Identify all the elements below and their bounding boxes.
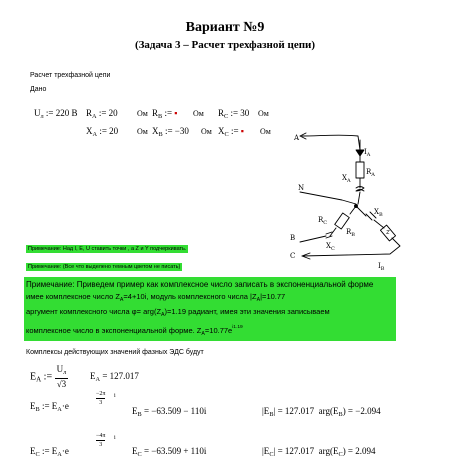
rc-param bbox=[218, 108, 249, 120]
ec-arg-sub: C bbox=[338, 451, 343, 458]
note-2: Примечание: (Все что выделено темным цветом не писать) bbox=[28, 264, 181, 270]
ec-exponent bbox=[96, 432, 105, 449]
note-line-4a: комплексное число в экспоненциальной форме. Z bbox=[26, 325, 202, 335]
ec-arg-b: ) = 2.094 bbox=[342, 446, 376, 456]
ec-exp-i: i bbox=[114, 435, 116, 441]
xc-sub: C bbox=[224, 131, 229, 138]
note-line-2c: |=10.77 bbox=[260, 291, 286, 301]
note-line-3-phi: φ bbox=[131, 307, 137, 316]
params-row-1 bbox=[34, 108, 78, 120]
xa-symbol: X bbox=[86, 126, 93, 136]
section-heading: Расчет трехфазной цепи bbox=[30, 72, 111, 79]
ec-mod-b: | = 127.017 bbox=[273, 446, 315, 456]
u-value: := 220 В bbox=[45, 108, 78, 118]
note-line-4 bbox=[26, 322, 394, 341]
given-label: Дано bbox=[30, 86, 47, 93]
rb-placeholder[interactable]: ▪ bbox=[174, 108, 178, 118]
ra-resistor bbox=[356, 162, 364, 178]
phase-c-line bbox=[300, 236, 326, 242]
ia-arrow bbox=[356, 150, 364, 156]
xc-unit: Ом bbox=[260, 127, 271, 136]
ec-exp-den: 3 bbox=[99, 442, 103, 448]
note-line-3 bbox=[26, 306, 394, 322]
note-line-2 bbox=[26, 291, 394, 307]
formula-ea bbox=[30, 364, 68, 390]
note-line-1: Примечание: Приведем пример как комплексное число записать в экспоненциальной форме bbox=[26, 280, 374, 289]
ec-res-val: = −63.509 + 110i bbox=[143, 446, 207, 456]
eb-res-sub: B bbox=[137, 411, 142, 418]
xb-unit: Ом bbox=[201, 127, 212, 136]
eb-exp-den: 3 bbox=[99, 400, 103, 406]
ec-lhs-sub: C bbox=[35, 451, 40, 458]
complex-example-note bbox=[24, 277, 396, 341]
note-line-3c: )=1.19 радиант, имея эти значения записываем bbox=[164, 307, 330, 316]
ra-value: := 20 bbox=[98, 108, 118, 118]
xb-symbol: X bbox=[152, 126, 159, 136]
xa-unit: Ом bbox=[137, 127, 148, 136]
neutral-line bbox=[300, 192, 356, 204]
ec-rhs-a: := E bbox=[41, 446, 58, 456]
note-line-3b: = arg(Z bbox=[136, 307, 162, 316]
eb-lhs-sub: B bbox=[35, 406, 40, 413]
ea-assign: := bbox=[43, 371, 53, 383]
rc-sub: C bbox=[224, 113, 229, 120]
formula-ec-result bbox=[132, 446, 206, 458]
eb-mod-a: |E bbox=[262, 406, 270, 416]
phase-b-line bbox=[302, 238, 400, 256]
eb-exp-num: −2π bbox=[96, 391, 106, 397]
label-za: z bbox=[386, 228, 390, 236]
eb-arg-b: ) = −2.094 bbox=[342, 406, 381, 416]
note-line-2b: =4+10i, модуль комплексного числа |Z bbox=[123, 291, 257, 301]
ra-symbol: R bbox=[86, 108, 93, 118]
label-n: N bbox=[298, 184, 305, 192]
note-line-4b: =10.77e bbox=[204, 325, 233, 335]
ea-lhs-sub: A bbox=[36, 375, 42, 384]
note-line-2-sub: A bbox=[119, 296, 124, 303]
xb-param bbox=[152, 126, 189, 138]
formula-eb bbox=[30, 401, 69, 413]
ea-res-val: = 127.017 bbox=[102, 371, 139, 381]
eb-arg-sub: B bbox=[338, 411, 343, 418]
label-ib: $I_B$ bbox=[378, 262, 385, 272]
ec-lhs: E bbox=[30, 446, 36, 456]
note-line-4-sub: A bbox=[201, 330, 205, 337]
ec-res: E bbox=[132, 446, 138, 456]
note-line-3-sub: A bbox=[161, 312, 165, 318]
label-ia: $I_A$ bbox=[364, 148, 371, 158]
ea-res: E bbox=[90, 371, 96, 381]
page-subtitle: (Задача 3 – Расчет трехфазной цепи) bbox=[134, 39, 316, 51]
label-xc: $X_C$ bbox=[326, 242, 335, 252]
label-rc: $R_C$ bbox=[318, 216, 328, 226]
u-symbol: U bbox=[34, 108, 41, 118]
eb-rhs-a: := E bbox=[41, 401, 58, 411]
ec-res-sub: C bbox=[137, 451, 142, 458]
ea-num-sub: л bbox=[63, 369, 67, 376]
eb-arg-a: arg(E bbox=[318, 406, 339, 416]
xa-sub: A bbox=[92, 131, 98, 138]
formula-ec bbox=[30, 446, 69, 458]
page-title: Вариант №9 bbox=[185, 20, 265, 35]
label-xb: $X_B$ bbox=[374, 208, 383, 218]
formula-eb-result bbox=[132, 406, 206, 418]
rb-symbol: R bbox=[152, 108, 159, 118]
ea-res-sub: A bbox=[95, 376, 101, 383]
xc-placeholder[interactable]: ▪ bbox=[240, 126, 244, 136]
emf-heading: Комплексы действующих значений фазных ЭДС будут bbox=[26, 349, 204, 356]
label-a: A bbox=[294, 134, 300, 142]
ec-mod-sub: C bbox=[269, 451, 274, 458]
rc-value: := 30 bbox=[230, 108, 250, 118]
ec-mod-a: |E bbox=[262, 446, 270, 456]
eb-lhs: E bbox=[30, 401, 36, 411]
ec-exp-num: −4π bbox=[96, 433, 106, 439]
note-line-2a: имее комплексное число Z bbox=[26, 291, 120, 301]
label-b: B bbox=[290, 234, 296, 242]
rb-param bbox=[152, 108, 178, 120]
ec-rhs-b: ·e bbox=[61, 446, 69, 456]
formula-ec-mod bbox=[262, 446, 376, 458]
eb-rhs-sub: A bbox=[57, 406, 62, 413]
circuit-diagram bbox=[290, 130, 440, 280]
label-xa: $X_A$ bbox=[342, 174, 351, 184]
ra-param bbox=[86, 108, 118, 120]
ec-rhs-sub: A bbox=[57, 451, 62, 458]
label-ra: $R_A$ bbox=[366, 168, 375, 178]
ec-arg-a: arg(E bbox=[318, 446, 339, 456]
rc-symbol: R bbox=[218, 108, 225, 118]
eb-mod-b: | = 127.017 bbox=[273, 406, 315, 416]
ra-sub: A bbox=[92, 113, 97, 120]
rb-resistor bbox=[335, 213, 350, 229]
xb-value: := −30 bbox=[164, 126, 189, 136]
eb-rhs-b: ·e bbox=[61, 401, 69, 411]
xa-param bbox=[86, 126, 118, 138]
ea-fraction bbox=[55, 364, 69, 390]
formula-eb-mod bbox=[262, 406, 381, 418]
note-line-3a: аргумент комплексного числа bbox=[26, 307, 132, 316]
rb-value: := bbox=[164, 108, 173, 118]
xa-value: := 20 bbox=[99, 126, 119, 136]
note-line-4-sup: i1.19 bbox=[232, 324, 243, 330]
xb-sub: B bbox=[158, 131, 163, 138]
u-sub: л bbox=[40, 113, 44, 120]
ea-lhs: E bbox=[30, 371, 37, 383]
label-c: C bbox=[290, 252, 296, 260]
eb-exp-i: i bbox=[114, 393, 116, 399]
rb-sub: B bbox=[158, 113, 163, 120]
eb-res: E bbox=[132, 406, 138, 416]
note-line-2-sub2: A bbox=[256, 296, 261, 303]
xc-symbol: X bbox=[218, 126, 225, 136]
label-rb: $R_B$ bbox=[346, 228, 355, 238]
eb-exponent bbox=[96, 390, 105, 407]
eb-mod-sub: B bbox=[269, 411, 274, 418]
ra-unit: Ом bbox=[137, 109, 148, 118]
note-1: Примечание: Над I, E, U ставить точки , а Z и Y подчеркивать. bbox=[28, 246, 187, 252]
ea-num: U bbox=[56, 364, 64, 374]
xc-value: := bbox=[230, 126, 239, 136]
ea-den: √3 bbox=[56, 379, 67, 389]
eb-res-val: = −63.509 − 110i bbox=[143, 406, 207, 416]
xc-param bbox=[218, 126, 244, 138]
rb-unit: Ом bbox=[193, 109, 204, 118]
phase-a-line bbox=[302, 135, 360, 150]
rc-unit: Ом bbox=[258, 109, 269, 118]
formula-ea-result bbox=[90, 371, 139, 383]
